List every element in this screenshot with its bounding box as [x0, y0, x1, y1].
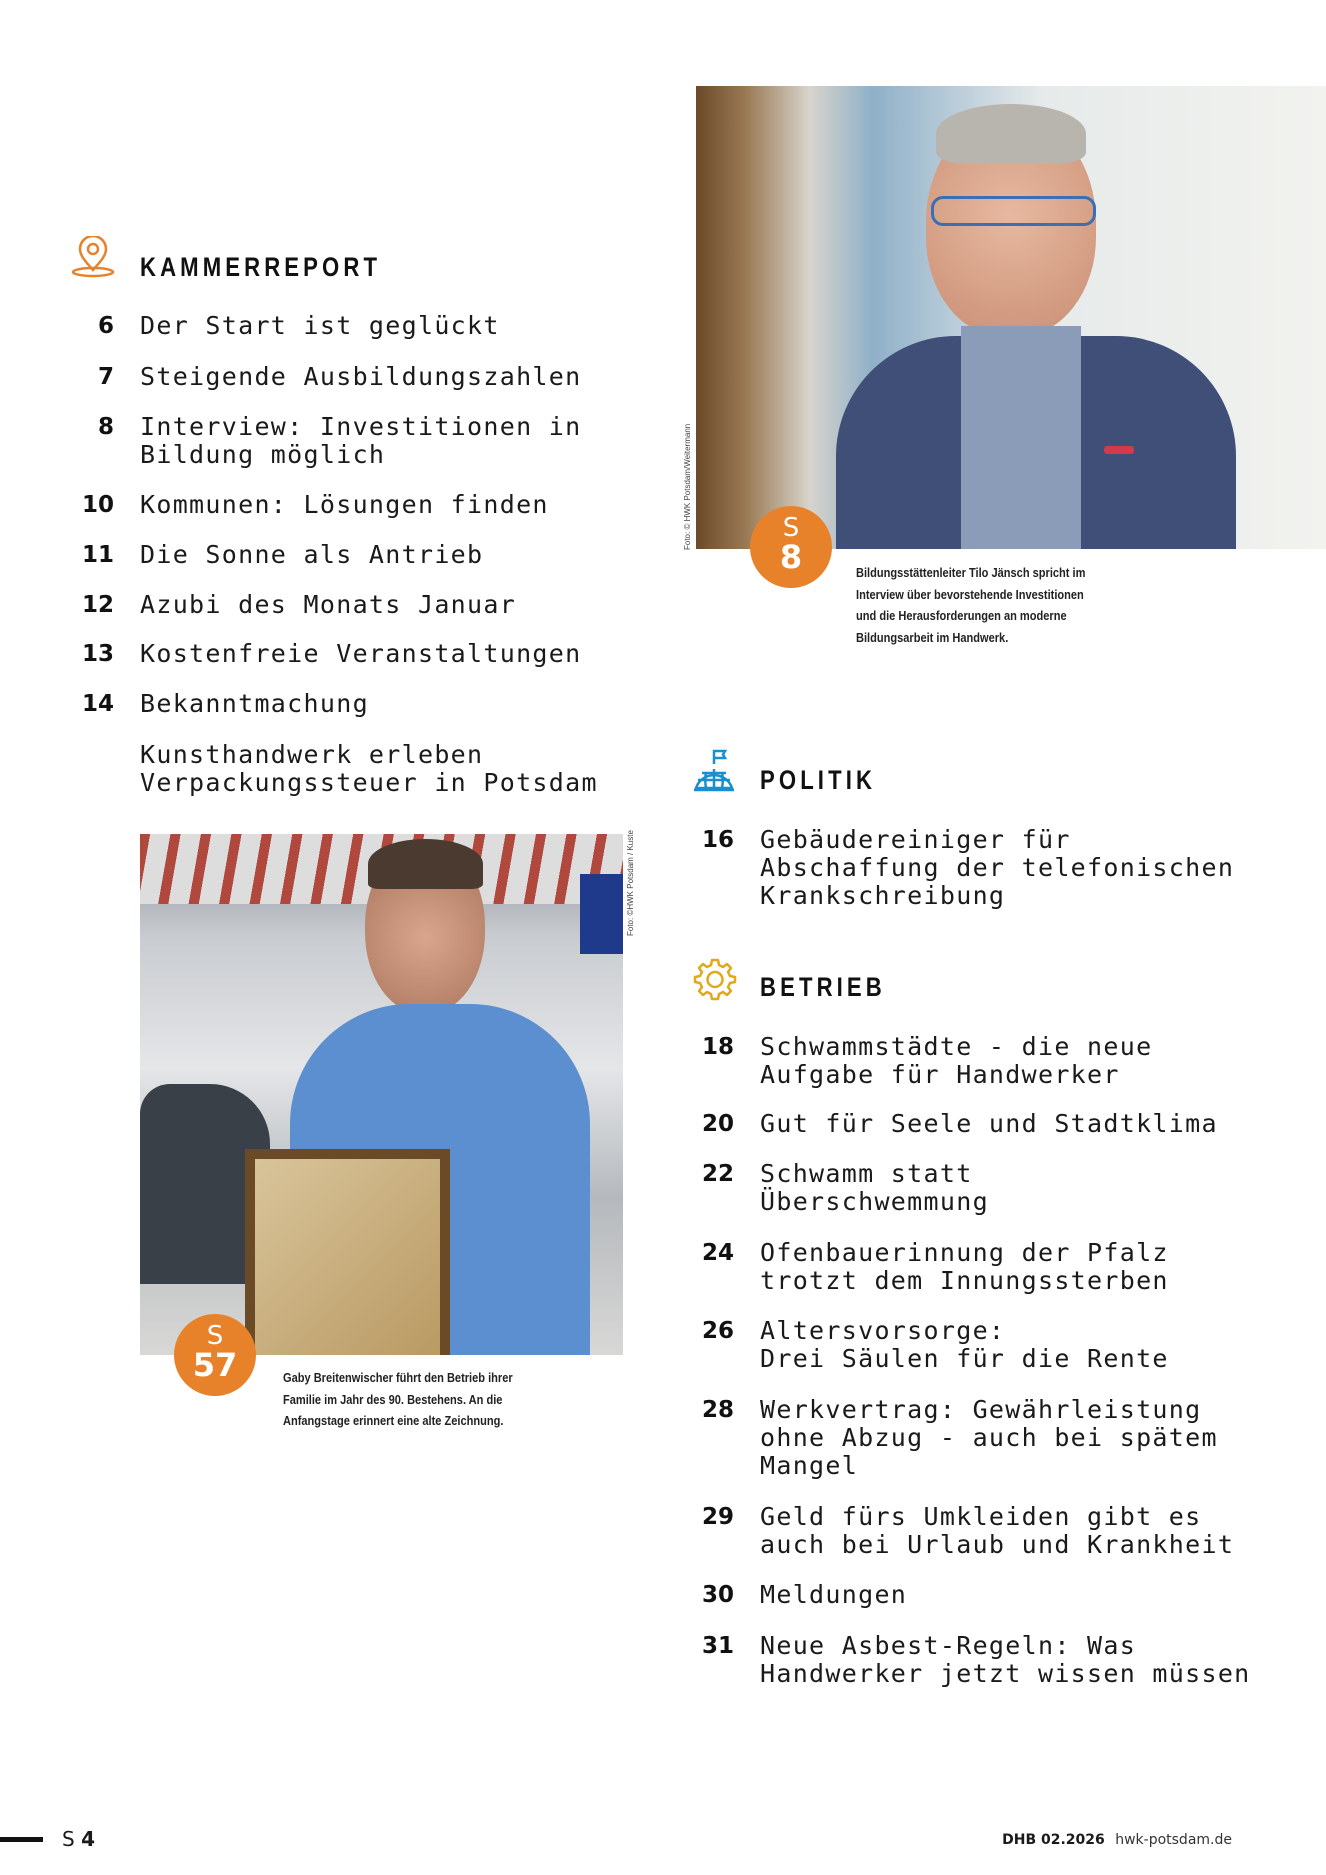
toc-page-number: 18 — [701, 1034, 734, 1060]
toc-title — [140, 591, 516, 619]
parliament-dome-icon — [692, 748, 738, 794]
photo-caption — [283, 1367, 513, 1432]
footer-issue — [1002, 1831, 1232, 1849]
text: Bildungsstättenleiter Tilo Jänsch spricht im — [856, 565, 1086, 580]
toc-page-number: 31 — [701, 1633, 734, 1659]
text: Geld fürs Umkleiden gibt es — [760, 1502, 1202, 1531]
badge-prefix: S — [782, 513, 800, 543]
photo-credit: Foto: © HWK Potsdam/Weitermann — [683, 423, 692, 550]
text: Interview: Investitionen in — [140, 412, 582, 441]
text: Überschwemmung — [760, 1187, 989, 1216]
toc-title — [760, 1033, 1152, 1089]
toc-page-number: 30 — [701, 1582, 734, 1608]
toc-entry[interactable] — [674, 1110, 1218, 1138]
toc-title — [140, 413, 581, 469]
text: trotzt dem Innungssterben — [760, 1266, 1169, 1295]
toc-title — [140, 541, 483, 569]
toc-page-number: 20 — [701, 1111, 734, 1137]
photo-interview — [696, 86, 1326, 549]
text: Interview über bevorstehende Investitionen — [856, 586, 1084, 602]
text: Gaby Breitenwischer führt den Betrieb ihrer — [283, 1370, 513, 1385]
toc-page-number: 8 — [97, 414, 114, 440]
text: Anfangstage erinnert eine alte Zeichnung. — [283, 1413, 504, 1428]
toc-title — [140, 640, 581, 668]
toc-page-number: 10 — [81, 492, 114, 518]
text: Drei Säulen für die Rente — [760, 1344, 1169, 1373]
page-badge[interactable] — [174, 1314, 256, 1396]
toc-entry[interactable] — [674, 1503, 1234, 1559]
toc-title — [760, 1317, 1169, 1373]
text: 4 — [81, 1827, 95, 1851]
toc-title — [140, 690, 369, 718]
text: Altersvorsorge: — [760, 1316, 1006, 1345]
text: DHB 02.2026 — [1002, 1832, 1105, 1848]
photo-caption — [856, 562, 1085, 648]
toc-page-number: 28 — [701, 1397, 734, 1423]
text: und die Herausforderungen an moderne — [856, 608, 1067, 623]
text: Bekanntmachung — [140, 689, 369, 718]
map-pin-icon — [70, 236, 116, 280]
toc-page-number: 14 — [81, 691, 114, 717]
toc-title — [140, 312, 500, 340]
badge-prefix: S — [206, 1321, 224, 1351]
toc-title — [140, 491, 549, 519]
toc-page-number: 29 — [701, 1504, 734, 1530]
text: Schwammstädte - die neue — [760, 1032, 1153, 1061]
text: Aufgabe für Handwerker — [760, 1060, 1120, 1089]
text: Familie im Jahr des 90. Bestehens. An die — [283, 1391, 503, 1407]
toc-page-number: 7 — [97, 364, 114, 390]
toc-entry[interactable] — [674, 1239, 1169, 1295]
text: Schwamm statt — [760, 1159, 973, 1188]
text: Steigende Ausbildungszahlen — [140, 362, 582, 391]
toc-entry[interactable] — [54, 413, 581, 469]
text: Meldungen — [760, 1580, 908, 1609]
text: Azubi des Monats Januar — [140, 590, 517, 619]
toc-page-number: 11 — [81, 542, 114, 568]
toc-page-number — [54, 741, 114, 797]
toc-entry[interactable] — [54, 363, 581, 391]
toc-entry[interactable] — [54, 312, 500, 340]
toc-entry[interactable] — [54, 491, 549, 519]
text: ohne Abzug - auch bei spätem — [760, 1423, 1218, 1452]
text: Abschaffung der telefonischen — [760, 853, 1235, 882]
toc-entry[interactable] — [674, 1033, 1152, 1089]
text: Bildung möglich — [140, 440, 386, 469]
toc-title — [760, 1396, 1218, 1480]
badge-page-number: 57 — [192, 1346, 238, 1384]
toc-page-number: 6 — [97, 313, 114, 339]
toc-entry[interactable] — [674, 1396, 1218, 1480]
toc-title — [760, 1110, 1218, 1138]
text: Kunsthandwerk erleben — [140, 740, 484, 769]
photo-business-owner — [140, 834, 623, 1355]
gear-icon — [692, 956, 738, 1002]
footer-bar — [0, 1837, 43, 1842]
website-link[interactable]: hwk-potsdam.de — [1115, 1832, 1232, 1848]
badge-page-number: 8 — [779, 538, 803, 576]
text: Krankschreibung — [760, 881, 1006, 910]
text: Bildungsarbeit im Handwerk. — [856, 629, 1009, 645]
text: Handwerker jetzt wissen müssen — [760, 1659, 1251, 1688]
section-title-politik: POLITIK — [760, 765, 877, 795]
toc-entry[interactable] — [674, 1160, 989, 1216]
toc-title — [760, 1160, 989, 1216]
text: Der Start ist geglückt — [140, 311, 500, 340]
toc-page-number: 26 — [701, 1318, 734, 1344]
toc-title — [760, 1503, 1234, 1559]
text: Kostenfreie Veranstaltungen — [140, 639, 582, 668]
text: Neue Asbest-Regeln: Was — [760, 1631, 1137, 1660]
toc-entry[interactable] — [54, 541, 483, 569]
text: Werkvertrag: Gewährleistung — [760, 1395, 1202, 1424]
toc-title — [760, 1632, 1251, 1688]
toc-entry[interactable] — [54, 640, 581, 668]
section-title-betrieb: BETRIEB — [760, 972, 886, 1002]
text: Gut für Seele und Stadtklima — [760, 1109, 1218, 1138]
toc-title — [760, 1239, 1169, 1295]
toc-entry[interactable] — [674, 1317, 1169, 1373]
photo-credit: Foto: ©HWK Potsdam / Kuste — [626, 830, 635, 936]
toc-page-number: 24 — [701, 1240, 734, 1266]
page-number — [62, 1826, 95, 1852]
toc-entry[interactable] — [54, 741, 598, 797]
text: Gebäudereiniger für — [760, 825, 1071, 854]
page-badge[interactable] — [750, 506, 832, 588]
text: Verpackungssteuer in Potsdam — [140, 768, 598, 797]
toc-entry[interactable] — [674, 826, 1234, 910]
toc-page-number: 13 — [81, 641, 114, 667]
text: Mangel — [760, 1451, 859, 1480]
text: Kommunen: Lösungen finden — [140, 490, 549, 519]
toc-page-number: 16 — [701, 827, 734, 853]
toc-title — [140, 363, 581, 391]
toc-entry[interactable] — [54, 591, 516, 619]
toc-page-number: 22 — [701, 1161, 734, 1187]
text: Ofenbauerinnung der Pfalz — [760, 1238, 1169, 1267]
toc-entry[interactable] — [674, 1632, 1251, 1688]
text: Die Sonne als Antrieb — [140, 540, 484, 569]
text: auch bei Urlaub und Krankheit — [760, 1530, 1235, 1559]
text: S — [62, 1827, 75, 1851]
section-title-kammerreport: KAMMERREPORT — [140, 252, 382, 282]
toc-title — [760, 826, 1234, 910]
toc-title — [140, 741, 598, 797]
toc-entry[interactable] — [54, 690, 369, 718]
toc-title — [760, 1581, 907, 1609]
toc-entry[interactable] — [674, 1581, 907, 1609]
toc-page-number: 12 — [81, 592, 114, 618]
